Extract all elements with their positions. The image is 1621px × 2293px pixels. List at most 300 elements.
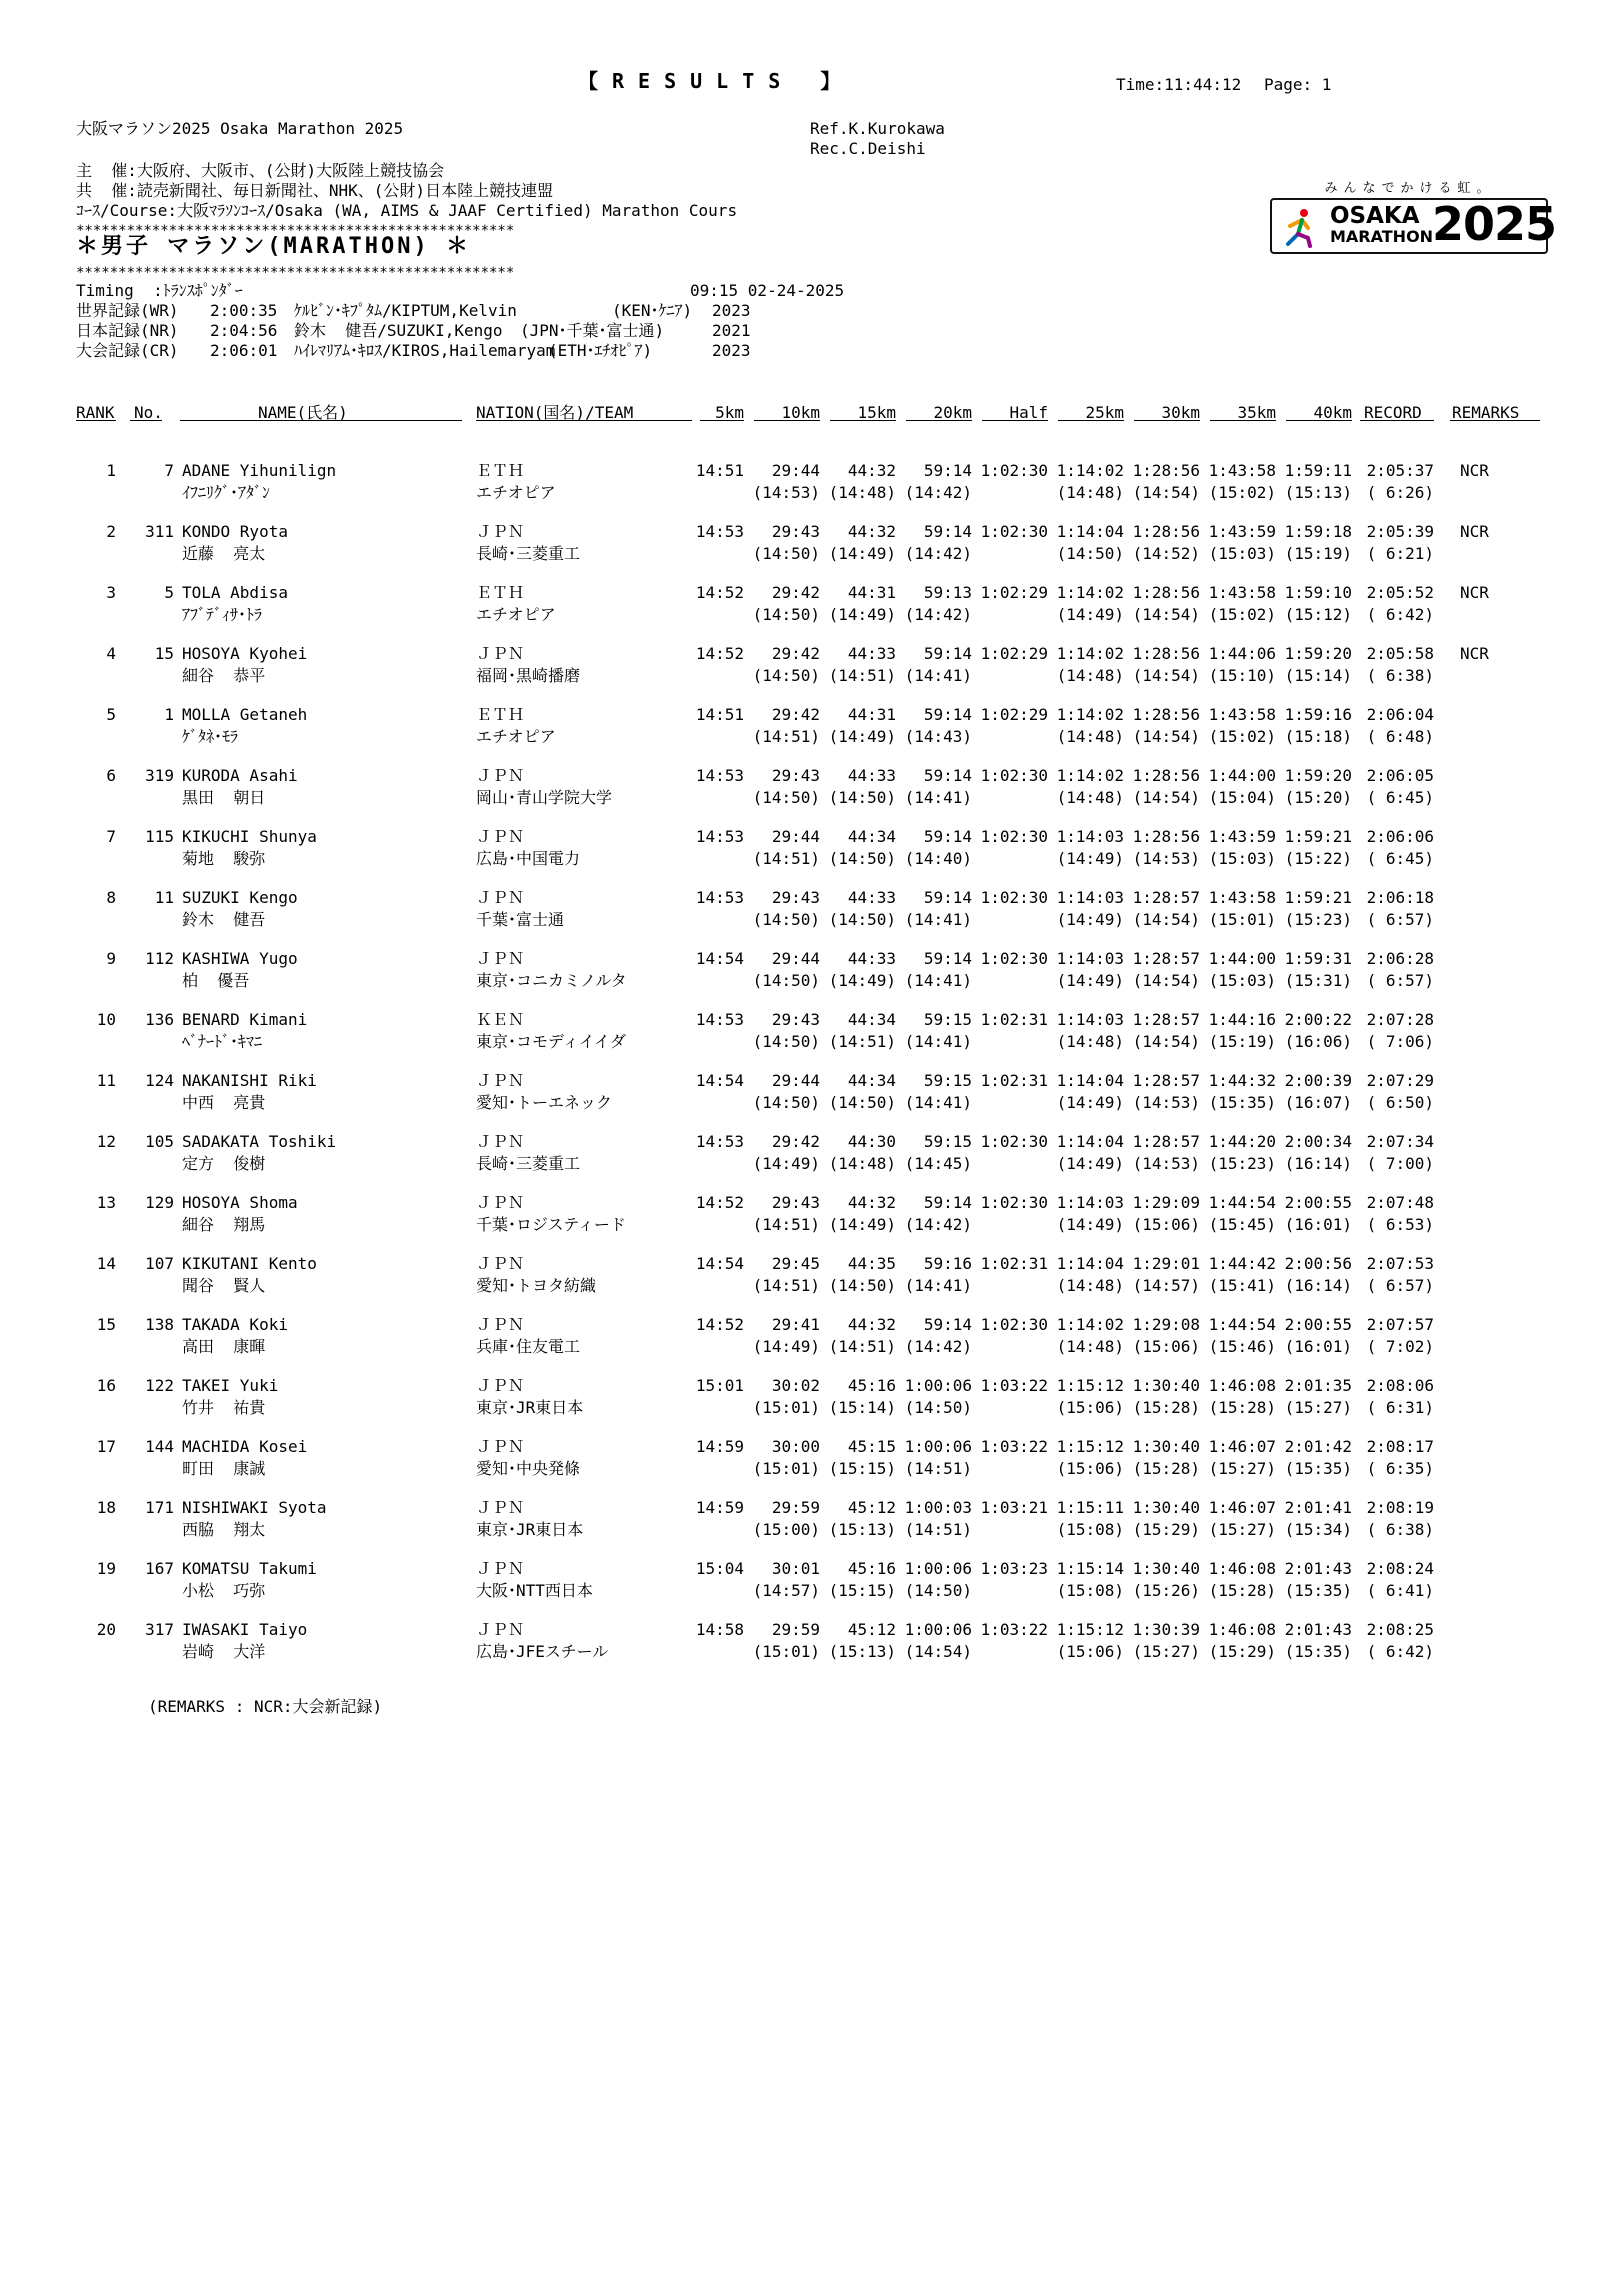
rank-cell: 16 [96, 1376, 116, 1395]
lap-time-cell: (14:50) [828, 910, 896, 929]
table-row [0, 1253, 1621, 1313]
split-time-cell: 1:46:08 [1208, 1376, 1276, 1395]
split-time-cell: 1:28:56 [1132, 827, 1200, 846]
lap-time-cell: (14:41) [904, 971, 972, 990]
lap-time-cell: (15:06) [1056, 1459, 1124, 1478]
final-lap-cell: ( 6:57) [1366, 1276, 1434, 1295]
lap-time-cell: (15:01) [1208, 910, 1276, 929]
rank-cell: 13 [96, 1193, 116, 1212]
finish-record-cell: 2:07:28 [1366, 1010, 1434, 1029]
table-row [0, 643, 1621, 703]
lap-time-cell: (15:02) [1208, 483, 1276, 502]
split-time-cell: 59:14 [923, 705, 972, 724]
lap-time-cell: (14:50) [752, 910, 820, 929]
nation-cell: ＪＰＮ [476, 1559, 525, 1578]
split-time-cell: 29:43 [771, 1010, 820, 1029]
split-time-cell: 14:51 [695, 705, 744, 724]
lap-time-cell: (14:50) [828, 1093, 896, 1112]
lap-time-cell: (14:48) [828, 1154, 896, 1173]
athlete-name-jp: 細谷 恭平 [182, 666, 266, 685]
split-time-cell: 1:03:23 [980, 1559, 1048, 1578]
split-time-cell: 1:28:56 [1132, 461, 1200, 480]
rank-cell: 19 [96, 1559, 116, 1578]
table-row [0, 1497, 1621, 1557]
lap-time-cell: (14:51) [904, 1520, 972, 1539]
split-time-cell: 1:28:57 [1132, 888, 1200, 907]
lap-time-cell: (15:35) [1208, 1093, 1276, 1112]
lap-time-cell: (15:23) [1284, 910, 1352, 929]
bib-number-cell: 129 [145, 1193, 174, 1212]
lap-time-cell: (14:42) [904, 544, 972, 563]
split-time-cell: 1:15:11 [1056, 1498, 1124, 1517]
split-time-cell: 14:53 [695, 766, 744, 785]
lap-time-cell: (14:54) [1132, 666, 1200, 685]
race-title: ＊男子 マラソン(MARATHON) ＊ [76, 234, 471, 259]
split-time-cell: 44:31 [847, 705, 896, 724]
split-time-cell: 1:14:03 [1056, 949, 1124, 968]
lap-time-cell: (14:50) [1056, 544, 1124, 563]
final-lap-cell: ( 6:31) [1366, 1398, 1434, 1417]
col-30km: 30km [1161, 403, 1200, 422]
final-lap-cell: ( 6:50) [1366, 1093, 1434, 1112]
split-time-cell: 29:42 [771, 583, 820, 602]
lap-time-cell: (14:50) [828, 849, 896, 868]
lap-time-cell: (14:52) [1132, 544, 1200, 563]
page-number: Page: 1 [1264, 75, 1332, 94]
record-label: 日本記録(NR) [76, 321, 179, 340]
lap-time-cell: (15:28) [1132, 1398, 1200, 1417]
lap-time-cell: (15:28) [1208, 1398, 1276, 1417]
finish-record-cell: 2:08:17 [1366, 1437, 1434, 1456]
remarks-cell: NCR [1460, 583, 1489, 602]
split-time-cell: 1:46:07 [1208, 1498, 1276, 1517]
split-time-cell: 1:02:29 [980, 583, 1048, 602]
split-time-cell: 30:00 [771, 1437, 820, 1456]
lap-time-cell: (14:42) [904, 605, 972, 624]
finish-record-cell: 2:08:19 [1366, 1498, 1434, 1517]
lap-time-cell: (14:51) [752, 1215, 820, 1234]
lap-time-cell: (15:08) [1056, 1520, 1124, 1539]
lap-time-cell: (15:03) [1208, 849, 1276, 868]
split-time-cell: 29:44 [771, 827, 820, 846]
split-time-cell: 1:02:30 [980, 827, 1048, 846]
athlete-name: NISHIWAKI Syota [182, 1498, 327, 1517]
team-cell: 岡山･青山学院大学 [476, 788, 613, 807]
lap-time-cell: (16:14) [1284, 1276, 1352, 1295]
table-row [0, 1619, 1621, 1679]
lap-time-cell: (15:12) [1284, 605, 1352, 624]
col-10km: 10km [781, 403, 820, 422]
table-row [0, 521, 1621, 581]
final-lap-cell: ( 7:06) [1366, 1032, 1434, 1051]
final-lap-cell: ( 6:48) [1366, 727, 1434, 746]
split-time-cell: 59:14 [923, 888, 972, 907]
split-time-cell: 29:43 [771, 522, 820, 541]
rank-cell: 1 [106, 461, 116, 480]
split-time-cell: 1:30:40 [1132, 1437, 1200, 1456]
split-time-cell: 2:00:55 [1284, 1315, 1352, 1334]
lap-time-cell: (15:04) [1208, 788, 1276, 807]
lap-time-cell: (14:51) [752, 849, 820, 868]
col-35km: 35km [1237, 403, 1276, 422]
split-time-cell: 1:44:32 [1208, 1071, 1276, 1090]
event-name: 大阪マラソン2025 Osaka Marathon 2025 [76, 119, 404, 138]
split-time-cell: 29:59 [771, 1620, 820, 1639]
final-lap-cell: ( 6:57) [1366, 910, 1434, 929]
lap-time-cell: (14:50) [752, 1093, 820, 1112]
lap-time-cell: (16:01) [1284, 1215, 1352, 1234]
lap-time-cell: (14:54) [1132, 483, 1200, 502]
record-nation: (JPN･千葉･富士通) [520, 321, 665, 340]
team-cell: エチオピア [476, 483, 556, 502]
finish-record-cell: 2:05:39 [1366, 522, 1434, 541]
lap-time-cell: (15:14) [1284, 666, 1352, 685]
split-time-cell: 1:00:03 [904, 1498, 972, 1517]
split-time-cell: 1:15:12 [1056, 1376, 1124, 1395]
finish-record-cell: 2:06:18 [1366, 888, 1434, 907]
split-time-cell: 44:33 [847, 888, 896, 907]
split-time-cell: 29:43 [771, 888, 820, 907]
bib-number-cell: 136 [145, 1010, 174, 1029]
col-25km: 25km [1085, 403, 1124, 422]
rank-cell: 17 [96, 1437, 116, 1456]
table-row [0, 1131, 1621, 1191]
split-time-cell: 1:14:02 [1056, 705, 1124, 724]
lap-time-cell: (15:02) [1208, 727, 1276, 746]
athlete-name: MACHIDA Kosei [182, 1437, 308, 1456]
osaka-marathon-logo [1270, 178, 1557, 264]
split-time-cell: 2:00:55 [1284, 1193, 1352, 1212]
lap-time-cell: (15:01) [752, 1459, 820, 1478]
split-time-cell: 1:02:30 [980, 949, 1048, 968]
split-time-cell: 59:13 [923, 583, 972, 602]
split-time-cell: 1:03:22 [980, 1437, 1048, 1456]
split-time-cell: 1:15:14 [1056, 1559, 1124, 1578]
split-time-cell: 1:14:02 [1056, 461, 1124, 480]
bib-number-cell: 5 [164, 583, 174, 602]
bib-number-cell: 171 [145, 1498, 174, 1517]
table-row [0, 1009, 1621, 1069]
split-time-cell: 44:32 [847, 522, 896, 541]
lap-time-cell: (15:27) [1284, 1398, 1352, 1417]
lap-time-cell: (15:13) [828, 1642, 896, 1661]
lap-time-cell: (14:54) [1132, 910, 1200, 929]
split-time-cell: 14:53 [695, 1010, 744, 1029]
team-cell: 千葉･富士通 [476, 910, 565, 929]
team-cell: 東京･コモディイイダ [476, 1032, 626, 1051]
split-time-cell: 1:00:06 [904, 1559, 972, 1578]
remarks-cell: NCR [1460, 461, 1489, 480]
lap-time-cell: (15:27) [1208, 1459, 1276, 1478]
split-time-cell: 30:01 [771, 1559, 820, 1578]
finish-record-cell: 2:06:04 [1366, 705, 1434, 724]
split-time-cell: 1:03:22 [980, 1620, 1048, 1639]
athlete-name: ADANE Yihunilign [182, 461, 337, 480]
bib-number-cell: 1 [164, 705, 174, 724]
athlete-name-jp: 竹井 祐貴 [182, 1398, 266, 1417]
record-holder: 鈴木 健吾/SUZUKI,Kengo [294, 321, 503, 340]
lap-time-cell: (14:50) [752, 788, 820, 807]
split-time-cell: 59:16 [923, 1254, 972, 1273]
nation-cell: ＥＴＨ [476, 583, 525, 602]
athlete-name-jp: 柏 優吾 [182, 971, 250, 990]
record-holder: ﾊｲﾚﾏﾘｱﾑ･ｷﾛｽ/KIROS,Hailemaryam [294, 341, 556, 360]
lap-time-cell: (15:46) [1208, 1337, 1276, 1356]
split-time-cell: 29:44 [771, 461, 820, 480]
split-time-cell: 1:14:04 [1056, 1071, 1124, 1090]
athlete-name-jp: 中西 亮貴 [182, 1093, 266, 1112]
col-half: Half [1009, 403, 1048, 422]
nation-cell: ＪＰＮ [476, 644, 525, 663]
team-cell: 広島･JFEスチール [476, 1642, 609, 1661]
split-time-cell: 1:44:00 [1208, 949, 1276, 968]
star-separator-1: **************************************************** [76, 223, 515, 239]
split-time-cell: 2:01:43 [1284, 1559, 1352, 1578]
lap-time-cell: (15:45) [1208, 1215, 1276, 1234]
split-time-cell: 1:00:06 [904, 1437, 972, 1456]
split-time-cell: 45:15 [847, 1437, 896, 1456]
lap-time-cell: (15:03) [1208, 544, 1276, 563]
athlete-name-jp: 高田 康暉 [182, 1337, 266, 1356]
final-lap-cell: ( 6:45) [1366, 849, 1434, 868]
split-time-cell: 1:02:30 [980, 888, 1048, 907]
rank-cell: 11 [96, 1071, 116, 1090]
lap-time-cell: (14:50) [752, 544, 820, 563]
col-40km: 40km [1313, 403, 1352, 422]
split-time-cell: 45:16 [847, 1559, 896, 1578]
bib-number-cell: 311 [145, 522, 174, 541]
lap-time-cell: (14:48) [1056, 1032, 1124, 1051]
lap-time-cell: (14:49) [1056, 605, 1124, 624]
lap-time-cell: (14:54) [1132, 605, 1200, 624]
lap-time-cell: (14:49) [828, 1215, 896, 1234]
nation-cell: ＪＰＮ [476, 1437, 525, 1456]
split-time-cell: 1:02:31 [980, 1010, 1048, 1029]
athlete-name: KOMATSU Takumi [182, 1559, 317, 1578]
course-info: ｺｰｽ/Course:大阪ﾏﾗｿﾝｺｰｽ/Osaka (WA, AIMS & JAAF Certified) Marathon Cours [76, 201, 738, 220]
finish-record-cell: 2:06:28 [1366, 949, 1434, 968]
lap-time-cell: (14:49) [828, 727, 896, 746]
split-time-cell: 29:41 [771, 1315, 820, 1334]
lap-time-cell: (14:54) [1132, 1032, 1200, 1051]
lap-time-cell: (14:48) [1056, 1337, 1124, 1356]
split-time-cell: 14:54 [695, 949, 744, 968]
col-name: NAME(氏名) [258, 403, 348, 422]
split-time-cell: 29:43 [771, 1193, 820, 1212]
lap-time-cell: (14:49) [828, 605, 896, 624]
record-holder: ｹﾙﾋﾞﾝ･ｷﾌﾟﾀﾑ/KIPTUM,Kelvin [294, 301, 517, 320]
bib-number-cell: 144 [145, 1437, 174, 1456]
record-time: 2:06:01 [210, 341, 278, 360]
team-cell: エチオピア [476, 605, 556, 624]
athlete-name-jp: 聞谷 賢人 [182, 1276, 266, 1295]
split-time-cell: 1:14:02 [1056, 766, 1124, 785]
athlete-name: KONDO Ryota [182, 522, 288, 541]
split-time-cell: 1:02:30 [980, 1315, 1048, 1334]
split-time-cell: 2:00:22 [1284, 1010, 1352, 1029]
split-time-cell: 44:32 [847, 461, 896, 480]
split-time-cell: 14:52 [695, 1315, 744, 1334]
split-time-cell: 14:58 [695, 1620, 744, 1639]
col-rank: RANK [76, 403, 115, 422]
recorder: Rec.C.Deishi [810, 139, 926, 158]
lap-time-cell: (14:51) [828, 1337, 896, 1356]
split-time-cell: 1:03:22 [980, 1376, 1048, 1395]
lap-time-cell: (14:53) [1132, 849, 1200, 868]
lap-time-cell: (15:29) [1132, 1520, 1200, 1539]
bib-number-cell: 15 [154, 644, 174, 663]
lap-time-cell: (14:50) [904, 1581, 972, 1600]
athlete-name-jp: 黒田 朝日 [182, 788, 266, 807]
athlete-name-jp: 菊地 駿弥 [182, 849, 266, 868]
nation-cell: ＥＴＨ [476, 705, 525, 724]
bib-number-cell: 317 [145, 1620, 174, 1639]
lap-time-cell: (14:49) [1056, 849, 1124, 868]
lap-time-cell: (14:49) [828, 544, 896, 563]
print-time: Time:11:44:12 [1116, 75, 1242, 94]
table-row [0, 1375, 1621, 1435]
rank-cell: 9 [106, 949, 116, 968]
split-time-cell: 45:16 [847, 1376, 896, 1395]
split-time-cell: 1:44:54 [1208, 1315, 1276, 1334]
rank-cell: 2 [106, 522, 116, 541]
split-time-cell: 1:44:20 [1208, 1132, 1276, 1151]
referee: Ref.K.Kurokawa [810, 119, 945, 138]
remarks-cell: NCR [1460, 522, 1489, 541]
bib-number-cell: 115 [145, 827, 174, 846]
final-lap-cell: ( 7:02) [1366, 1337, 1434, 1356]
table-row [0, 765, 1621, 825]
remarks-cell: NCR [1460, 644, 1489, 663]
lap-time-cell: (14:50) [904, 1398, 972, 1417]
split-time-cell: 29:44 [771, 949, 820, 968]
col-no: No. [134, 403, 163, 422]
lap-time-cell: (15:15) [828, 1459, 896, 1478]
lap-time-cell: (14:50) [752, 605, 820, 624]
lap-time-cell: (16:06) [1284, 1032, 1352, 1051]
nation-cell: ＪＰＮ [476, 1376, 525, 1395]
lap-time-cell: (15:23) [1208, 1154, 1276, 1173]
nation-cell: ＪＰＮ [476, 1498, 525, 1517]
split-time-cell: 15:04 [695, 1559, 744, 1578]
split-time-cell: 59:14 [923, 522, 972, 541]
bib-number-cell: 138 [145, 1315, 174, 1334]
lap-time-cell: (14:57) [752, 1581, 820, 1600]
split-time-cell: 44:33 [847, 766, 896, 785]
split-time-cell: 1:43:58 [1208, 461, 1276, 480]
finish-record-cell: 2:07:53 [1366, 1254, 1434, 1273]
split-time-cell: 44:33 [847, 644, 896, 663]
nation-cell: ＪＰＮ [476, 1315, 525, 1334]
athlete-name: KURODA Asahi [182, 766, 298, 785]
athlete-name: TOLA Abdisa [182, 583, 288, 602]
split-time-cell: 59:14 [923, 1193, 972, 1212]
table-row [0, 948, 1621, 1008]
organizers: 主 催:大阪府、大阪市、(公財)大阪陸上競技協会 [76, 161, 445, 180]
record-year: 2021 [712, 321, 751, 340]
split-time-cell: 2:00:39 [1284, 1071, 1352, 1090]
split-time-cell: 1:29:01 [1132, 1254, 1200, 1273]
lap-time-cell: (14:48) [1056, 483, 1124, 502]
lap-time-cell: (15:06) [1056, 1642, 1124, 1661]
split-time-cell: 44:31 [847, 583, 896, 602]
lap-time-cell: (14:41) [904, 1032, 972, 1051]
split-time-cell: 1:02:29 [980, 705, 1048, 724]
split-time-cell: 1:14:04 [1056, 522, 1124, 541]
split-time-cell: 29:42 [771, 705, 820, 724]
split-time-cell: 1:28:56 [1132, 583, 1200, 602]
nation-cell: ＪＰＮ [476, 1620, 525, 1639]
split-time-cell: 1:02:30 [980, 522, 1048, 541]
lap-time-cell: (14:41) [904, 666, 972, 685]
split-time-cell: 1:30:40 [1132, 1376, 1200, 1395]
split-time-cell: 44:34 [847, 827, 896, 846]
table-row [0, 582, 1621, 642]
split-time-cell: 59:15 [923, 1010, 972, 1029]
lap-time-cell: (15:29) [1208, 1642, 1276, 1661]
rank-cell: 6 [106, 766, 116, 785]
rank-cell: 8 [106, 888, 116, 907]
split-time-cell: 1:43:59 [1208, 522, 1276, 541]
lap-time-cell: (14:51) [752, 727, 820, 746]
logo-box [1270, 197, 1557, 254]
split-time-cell: 29:44 [771, 1071, 820, 1090]
lap-time-cell: (15:13) [1284, 483, 1352, 502]
lap-time-cell: (15:27) [1132, 1642, 1200, 1661]
record-label: 大会記録(CR) [76, 341, 179, 360]
lap-time-cell: (14:50) [752, 971, 820, 990]
lap-time-cell: (14:49) [1056, 1154, 1124, 1173]
athlete-name-jp: ｱﾌﾞﾃﾞｨｻ･ﾄﾗ [182, 605, 263, 624]
lap-time-cell: (15:01) [752, 1398, 820, 1417]
team-cell: 福岡･黒崎播磨 [476, 666, 581, 685]
lap-time-cell: (14:50) [752, 1032, 820, 1051]
lap-time-cell: (14:49) [752, 1337, 820, 1356]
split-time-cell: 29:42 [771, 1132, 820, 1151]
athlete-name: KASHIWA Yugo [182, 949, 298, 968]
rank-cell: 5 [106, 705, 116, 724]
split-time-cell: 59:14 [923, 949, 972, 968]
team-cell: 千葉･ロジスティード [476, 1215, 626, 1234]
split-time-cell: 29:42 [771, 644, 820, 663]
lap-time-cell: (15:20) [1284, 788, 1352, 807]
athlete-name: NAKANISHI Riki [182, 1071, 317, 1090]
table-row [0, 1070, 1621, 1130]
team-cell: 大阪･NTT西日本 [476, 1581, 593, 1600]
lap-time-cell: (14:41) [904, 910, 972, 929]
lap-time-cell: (14:49) [828, 971, 896, 990]
split-time-cell: 1:28:56 [1132, 705, 1200, 724]
logo-year: 2025 [1432, 197, 1557, 251]
split-time-cell: 1:14:03 [1056, 888, 1124, 907]
final-lap-cell: ( 6:42) [1366, 605, 1434, 624]
split-time-cell: 14:52 [695, 1193, 744, 1212]
team-cell: 愛知･トヨタ紡織 [476, 1276, 597, 1295]
final-lap-cell: ( 6:57) [1366, 971, 1434, 990]
split-time-cell: 1:59:10 [1284, 583, 1352, 602]
split-time-cell: 1:30:40 [1132, 1498, 1200, 1517]
lap-time-cell: (14:51) [828, 1032, 896, 1051]
lap-time-cell: (15:31) [1284, 971, 1352, 990]
finish-record-cell: 2:05:58 [1366, 644, 1434, 663]
split-time-cell: 1:44:42 [1208, 1254, 1276, 1273]
split-time-cell: 59:14 [923, 461, 972, 480]
col-record: RECORD [1364, 403, 1422, 422]
lap-time-cell: (15:41) [1208, 1276, 1276, 1295]
bib-number-cell: 107 [145, 1254, 174, 1273]
lap-time-cell: (14:50) [828, 788, 896, 807]
split-time-cell: 1:59:16 [1284, 705, 1352, 724]
